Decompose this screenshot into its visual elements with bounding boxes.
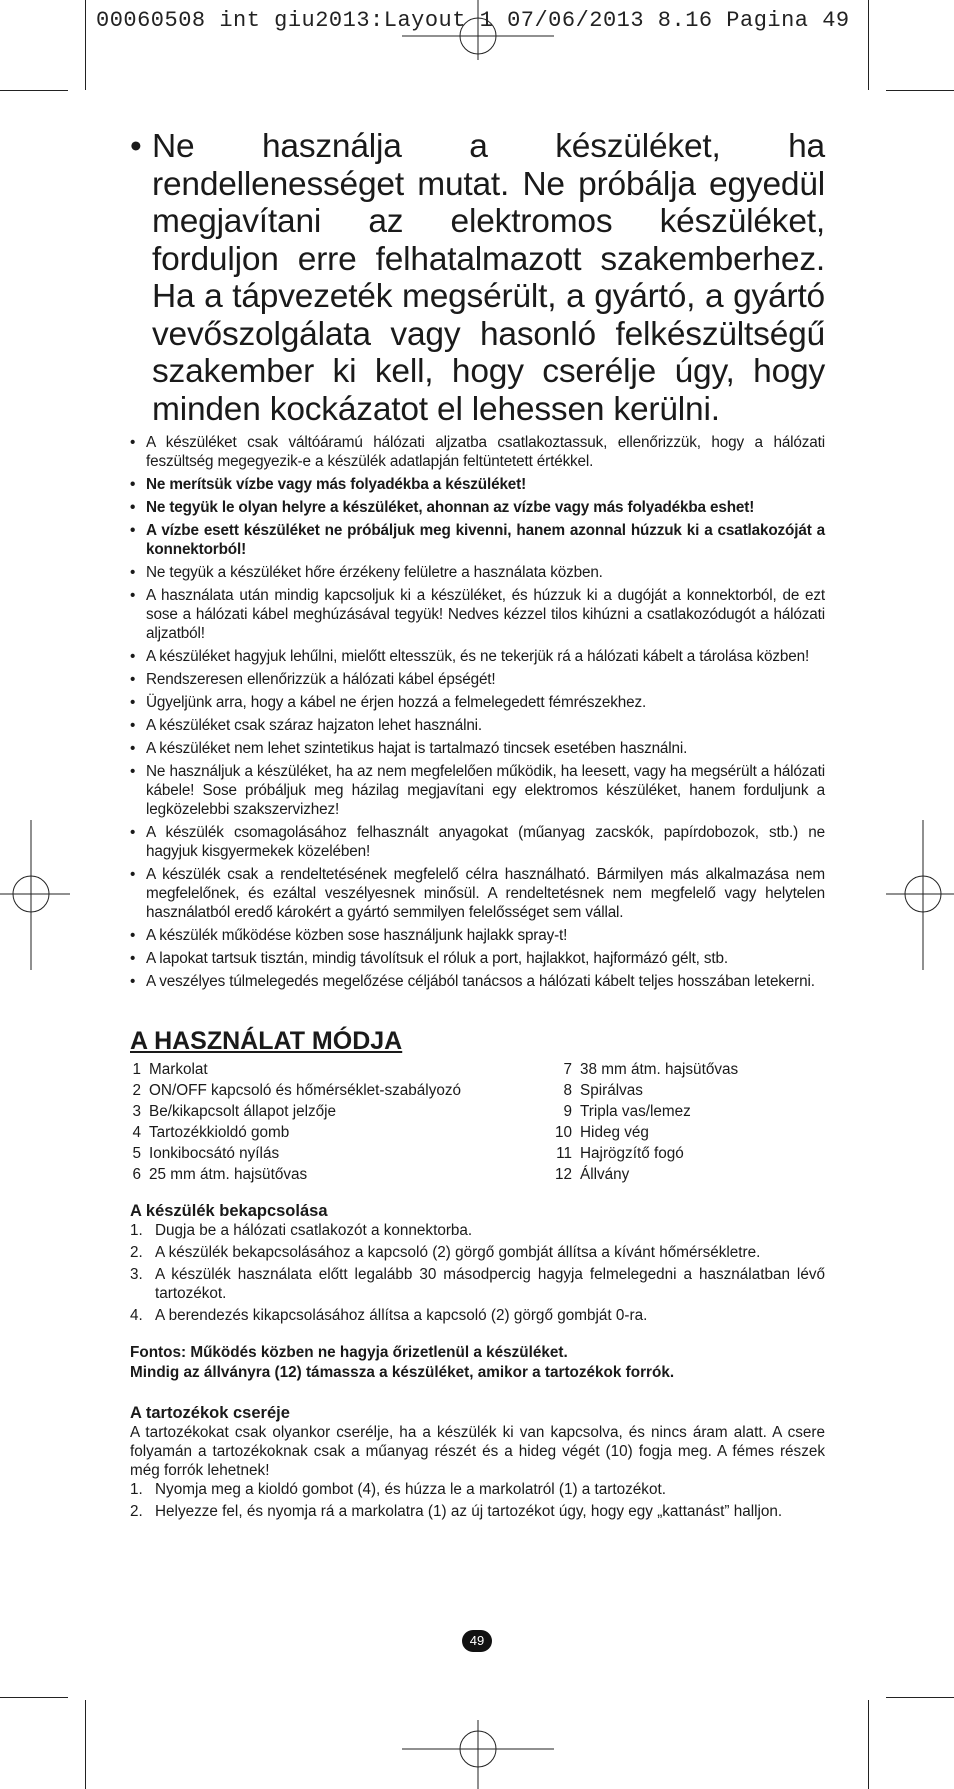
list-item: [130, 949, 825, 968]
step-item: [130, 1502, 825, 1521]
step-item: [130, 1265, 825, 1303]
part-number: 7: [563, 1061, 572, 1078]
step-number: 2.: [130, 1503, 143, 1520]
part-item: [130, 1101, 540, 1122]
list-item: [130, 693, 825, 712]
part-label: 38 mm átm. hajsütővas: [580, 1061, 739, 1078]
list-item-text: Ne használjuk a készüléket, ha az nem megfelelően működik, ha leesett, vagy ha megsérült a hálózati kábele! Sose próbáljuk meg házilag megjavítani egy elektromos készüléket, hanem forduljunk a legközelebbi szakszervizhez!: [146, 763, 825, 818]
bullet: •: [130, 522, 136, 539]
step-number: 4.: [130, 1307, 143, 1324]
part-number: 1: [132, 1061, 141, 1078]
parts-list: [130, 1059, 825, 1185]
part-label: Állvány: [580, 1166, 630, 1183]
list-item-text: A készülék működése közben sose használjunk hajlakk spray-t!: [146, 927, 568, 944]
list-item: [130, 586, 825, 643]
bullet: •: [130, 763, 136, 780]
list-item-text: A készülék csomagolásához felhasznált anyagokat (műanyag zacskók, papírdobozok, stb.) ne hagyjuk kisgyermekek közelében!: [146, 824, 825, 860]
bullet: •: [130, 824, 136, 841]
part-number: 6: [132, 1166, 141, 1183]
list-item: [130, 498, 825, 517]
part-label: Spirálvas: [580, 1082, 643, 1099]
bullet: •: [130, 866, 136, 883]
power-on-steps: [130, 1221, 825, 1325]
step-number: 1.: [130, 1481, 143, 1498]
list-item-text: Ne tegyük a készüléket hőre érzékeny felületre a használata közben.: [146, 564, 603, 581]
bullet: •: [130, 648, 136, 665]
part-number: 8: [563, 1082, 572, 1099]
list-item-text: Ne merítsük vízbe vagy más folyadékba a készüléket!: [146, 476, 527, 493]
list-item-text: A lapokat tartsuk tisztán, mindig távolítsuk el róluk a port, hajlakkot, hajformázó gélt, stb.: [146, 950, 728, 967]
step-item: [130, 1480, 825, 1499]
bullet: •: [130, 694, 136, 711]
list-item: [130, 521, 825, 559]
registration-mark-top: [402, 0, 554, 60]
bullet: •: [130, 564, 136, 581]
parts-column-left: [130, 1059, 540, 1185]
part-item: [130, 1143, 540, 1164]
step-text: Helyezze fel, és nyomja rá a markolatra (1) az új tartozékot úgy, hogy egy „kattanást” halljon.: [155, 1503, 783, 1520]
part-number: 3: [132, 1103, 141, 1120]
step-item: [130, 1306, 825, 1325]
list-item-text: Rendszeresen ellenőrizzük a hálózati kábel épségét!: [146, 671, 496, 688]
step-number: 3.: [130, 1266, 143, 1283]
list-item-text: A készülék csak a rendeltetésének megfelelő célra használható. Bármilyen más alkalmazása nem megfelelőnek, és ezáltal veszélyesnek minősül. A rendeltetésnek nem megfelelő vagy helytelen használatból eredő károkért a gyártó semmilyen felelősséget sem vállal.: [146, 866, 825, 921]
part-label: Tripla vas/lemez: [580, 1103, 691, 1120]
step-text: A készülék bekapcsolásához a kapcsoló (2) görgő gombját állítsa a kívánt hőmérsékletre.: [155, 1244, 761, 1261]
bullet: •: [130, 434, 136, 451]
part-item: [540, 1101, 825, 1122]
part-number: 9: [563, 1103, 572, 1120]
part-label: 25 mm átm. hajsütővas: [149, 1166, 308, 1183]
bullet: •: [130, 499, 136, 516]
list-item: [130, 926, 825, 945]
registration-mark-right: [886, 820, 954, 970]
power-on-heading: A készülék bekapcsolása: [130, 1202, 328, 1220]
part-label: ON/OFF kapcsoló és hőmérséklet-szabályozó: [149, 1082, 462, 1099]
crop-mark: [0, 1697, 68, 1698]
print-slug: 00060508 int giu2013:Layout 1 07/06/2013 8.16 Pagina 49: [96, 8, 850, 33]
list-item: [130, 670, 825, 689]
part-item: [130, 1080, 540, 1101]
step-number: 2.: [130, 1244, 143, 1261]
part-label: Be/kikapcsolt állapot jelzője: [149, 1103, 337, 1120]
part-number: 4: [132, 1124, 141, 1141]
list-item: [130, 823, 825, 861]
stand-note: Mindig az állványra (12) támassza a készüléket, amikor a tartozékok forrók.: [130, 1364, 675, 1381]
bullet: •: [130, 717, 136, 734]
bullet: •: [130, 950, 136, 967]
bullet: •: [130, 587, 136, 604]
list-item: [130, 716, 825, 735]
list-item-text: Ügyeljünk arra, hogy a kábel ne érjen hozzá a felmelegedett fémrészekhez.: [146, 694, 647, 711]
list-item-text: Ne tegyük le olyan helyre a készüléket, ahonnan az vízbe vagy más folyadékba eshet!: [146, 499, 755, 516]
main-warning: [130, 128, 825, 428]
part-label: Markolat: [149, 1061, 208, 1078]
bullet: •: [130, 973, 136, 990]
list-item: [130, 865, 825, 922]
list-item-text: A készüléket csak száraz hajzaton lehet használni.: [146, 717, 483, 734]
list-item: [130, 433, 825, 471]
part-label: Hajrögzítő fogó: [580, 1145, 684, 1162]
part-item: [130, 1164, 540, 1185]
crop-mark: [868, 1700, 869, 1789]
list-item-text: A készüléket hagyjuk lehűlni, mielőtt eltesszük, és ne tekerjük rá a hálózati kábelt a tárolása közben!: [146, 648, 810, 665]
usage-heading: A HASZNÁLAT MÓDJA: [130, 1027, 403, 1055]
safety-list: [130, 433, 825, 991]
accessories-steps: [130, 1480, 825, 1521]
step-text: Dugja be a hálózati csatlakozót a konnektorba.: [155, 1222, 473, 1239]
list-item-text: A használata után mindig kapcsoljuk ki a készüléket, és húzzuk ki a dugóját a konnektorból, de ezt sose a hálózati kábel meghúzásával tegyük! Nedves kézzel tilos kihúzni a csatlakozódugót a hálózati aljzatból!: [146, 587, 825, 642]
list-item-text: A készüléket csak váltóáramú hálózati aljzatba csatlakoztassuk, ellenőrizzük, hogy a hálózati feszültség megegyezik-e a készülék adatlapján feltüntetett értékkel.: [146, 434, 825, 470]
list-item: [130, 475, 825, 494]
crop-mark: [85, 1700, 86, 1789]
step-item: [130, 1221, 825, 1240]
page-content: [130, 128, 825, 1524]
list-item: [130, 762, 825, 819]
part-item: [540, 1080, 825, 1101]
part-item: [540, 1164, 825, 1185]
part-label: Hideg vég: [580, 1124, 649, 1141]
registration-mark-left: [0, 820, 70, 970]
crop-mark: [868, 0, 869, 90]
page-number: 49: [462, 1630, 492, 1652]
accessories-heading: A tartozékok cseréje: [130, 1404, 290, 1422]
step-text: Nyomja meg a kioldó gombot (4), és húzza le a markolatról (1) a tartozékot.: [155, 1481, 666, 1498]
step-text: A készülék használata előtt legalább 30 másodpercig hagyja felmelegedni a használatban lévő tartozékot.: [155, 1266, 825, 1302]
part-item: [540, 1059, 825, 1080]
step-text: A berendezés kikapcsolásához állítsa a kapcsoló (2) görgő gombját 0-ra.: [155, 1307, 648, 1324]
part-number: 12: [554, 1166, 572, 1183]
bullet: •: [130, 740, 136, 757]
bullet: •: [130, 128, 142, 165]
main-warning-text: Ne használja a készüléket, ha rendellenességet mutat. Ne próbálja egyedül megjavítani az elektromos készüléket, forduljon erre felhatalmazott szakemberhez. Ha a tápvezeték megsérült, a gyártó, a gyártó vevőszolgálata vagy hasonló felkészültségű szakember ki kell, hogy cserélje úgy, hogy minden kockázatot el lehessen kerülni.: [152, 128, 825, 428]
registration-mark-bottom: [402, 1720, 554, 1789]
part-label: Tartozékkioldó gomb: [149, 1124, 290, 1141]
crop-mark: [0, 90, 68, 91]
list-item: [130, 563, 825, 582]
crop-mark: [886, 1697, 954, 1698]
part-number: 10: [554, 1124, 572, 1141]
parts-column-right: [540, 1059, 825, 1185]
part-number: 2: [132, 1082, 141, 1099]
bullet: •: [130, 927, 136, 944]
part-label: Ionkibocsátó nyílás: [149, 1145, 280, 1162]
list-item-text: A vízbe esett készüléket ne próbáljuk meg kivenni, hanem azonnal húzzuk ki a csatlakozóját a konnektorból!: [146, 522, 825, 558]
bullet: •: [130, 476, 136, 493]
list-item-text: A készüléket nem lehet szintetikus hajat is tartalmazó tincsek esetében használni.: [146, 740, 688, 757]
list-item: [130, 647, 825, 666]
list-item: [130, 972, 825, 991]
part-item: [540, 1143, 825, 1164]
part-number: 5: [132, 1145, 141, 1162]
step-number: 1.: [130, 1222, 143, 1239]
crop-mark: [886, 90, 954, 91]
important-note: Fontos: Működés közben ne hagyja őrizetlenül a készüléket.: [130, 1344, 568, 1361]
part-number: 11: [556, 1145, 572, 1162]
accessories-intro: A tartozékokat csak olyankor cserélje, ha a készülék ki van kapcsolva, és nincs áram alatt. A csere folyamán a tartozékoknak csak a műanyag részét és a hideg végét (10) fogja meg. A fémes részek még forrók lehetnek!: [130, 1424, 825, 1479]
bullet: •: [130, 671, 136, 688]
list-item: [130, 739, 825, 758]
part-item: [540, 1122, 825, 1143]
part-item: [130, 1122, 540, 1143]
crop-mark: [85, 0, 86, 90]
part-item: [130, 1059, 540, 1080]
step-item: [130, 1243, 825, 1262]
list-item-text: A veszélyes túlmelegedés megelőzése céljából tanácsos a hálózati kábelt teljes hosszában letekerni.: [146, 973, 815, 990]
